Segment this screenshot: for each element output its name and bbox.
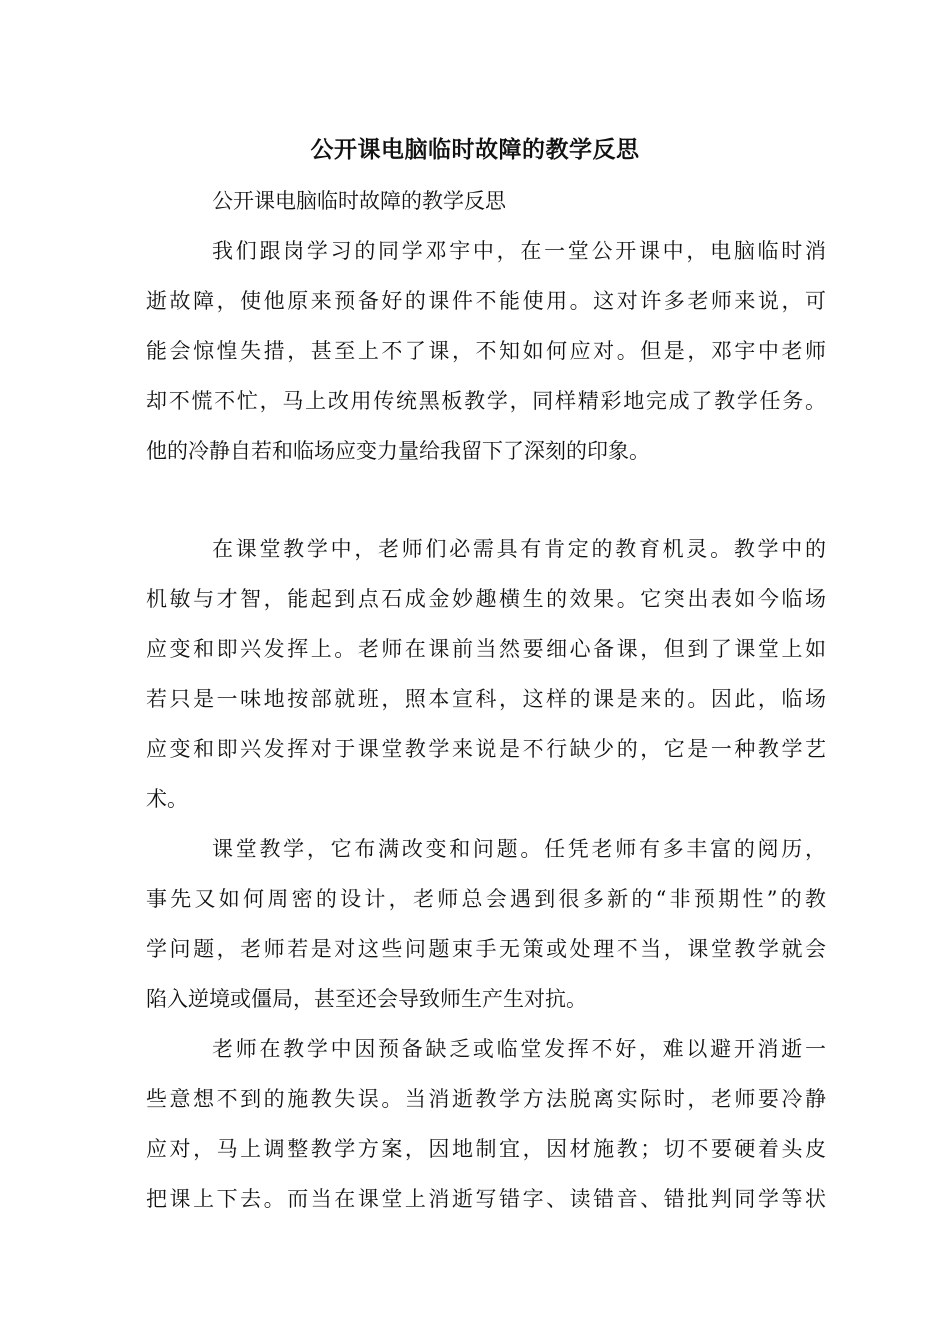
paragraph-line: 能会惊惶失措，甚至上不了课，不知如何应对。但是，邓宇中老师 <box>146 339 826 363</box>
paragraph-line: 逝故障，使他原来预备好的课件不能使用。这对许多老师来说，可 <box>146 289 826 313</box>
paragraph-line: 却不慌不忙，马上改用传统黑板教学，同样精彩地完成了教学任务。 <box>146 389 826 413</box>
paragraph-line: 术。 <box>146 787 188 811</box>
paragraph-line: 课堂教学，它布满改变和问题。任凭老师有多丰富的阅历， <box>212 837 826 861</box>
document-subtitle: 公开课电脑临时故障的教学反思 <box>212 189 506 213</box>
paragraph-line: 在课堂教学中，老师们必需具有肯定的教育机灵。教学中的 <box>212 537 826 561</box>
paragraph-line: 陷入逆境或僵局，甚至还会导致师生产生对抗。 <box>146 987 587 1011</box>
paragraph-line: 应变和即兴发挥上。老师在课前当然要细心备课，但到了课堂上如 <box>146 637 826 661</box>
paragraph-line: 我们跟岗学习的同学邓宇中，在一堂公开课中，电脑临时消 <box>212 239 826 263</box>
paragraph-line: 学问题，老师若是对这些问题束手无策或处理不当，课堂教学就会 <box>146 937 826 961</box>
paragraph-line: 事先又如何周密的设计，老师总会遇到很多新的“非预期性”的教 <box>146 887 826 911</box>
paragraph-line: 应变和即兴发挥对于课堂教学来说是不行缺少的，它是一种教学艺 <box>146 737 826 761</box>
paragraph-line: 老师在教学中因预备缺乏或临堂发挥不好，难以避开消逝一 <box>212 1037 826 1061</box>
paragraph-line: 些意想不到的施教失误。当消逝教学方法脱离实际时，老师要冷静 <box>146 1087 826 1111</box>
paragraph-line: 机敏与才智，能起到点石成金妙趣横生的效果。它突出表如今临场 <box>146 587 826 611</box>
paragraph-line: 他的冷静自若和临场应变力量给我留下了深刻的印象。 <box>146 439 650 463</box>
document-title: 公开课电脑临时故障的教学反思 <box>310 136 640 163</box>
paragraph-line: 把课上下去。而当在课堂上消逝写错字、读错音、错批判同学等状 <box>146 1187 826 1211</box>
paragraph-line: 应对，马上调整教学方案，因地制宜，因材施教；切不要硬着头皮 <box>146 1137 826 1161</box>
paragraph-line: 若只是一味地按部就班，照本宣科，这样的课是来的。因此，临场 <box>146 687 826 711</box>
